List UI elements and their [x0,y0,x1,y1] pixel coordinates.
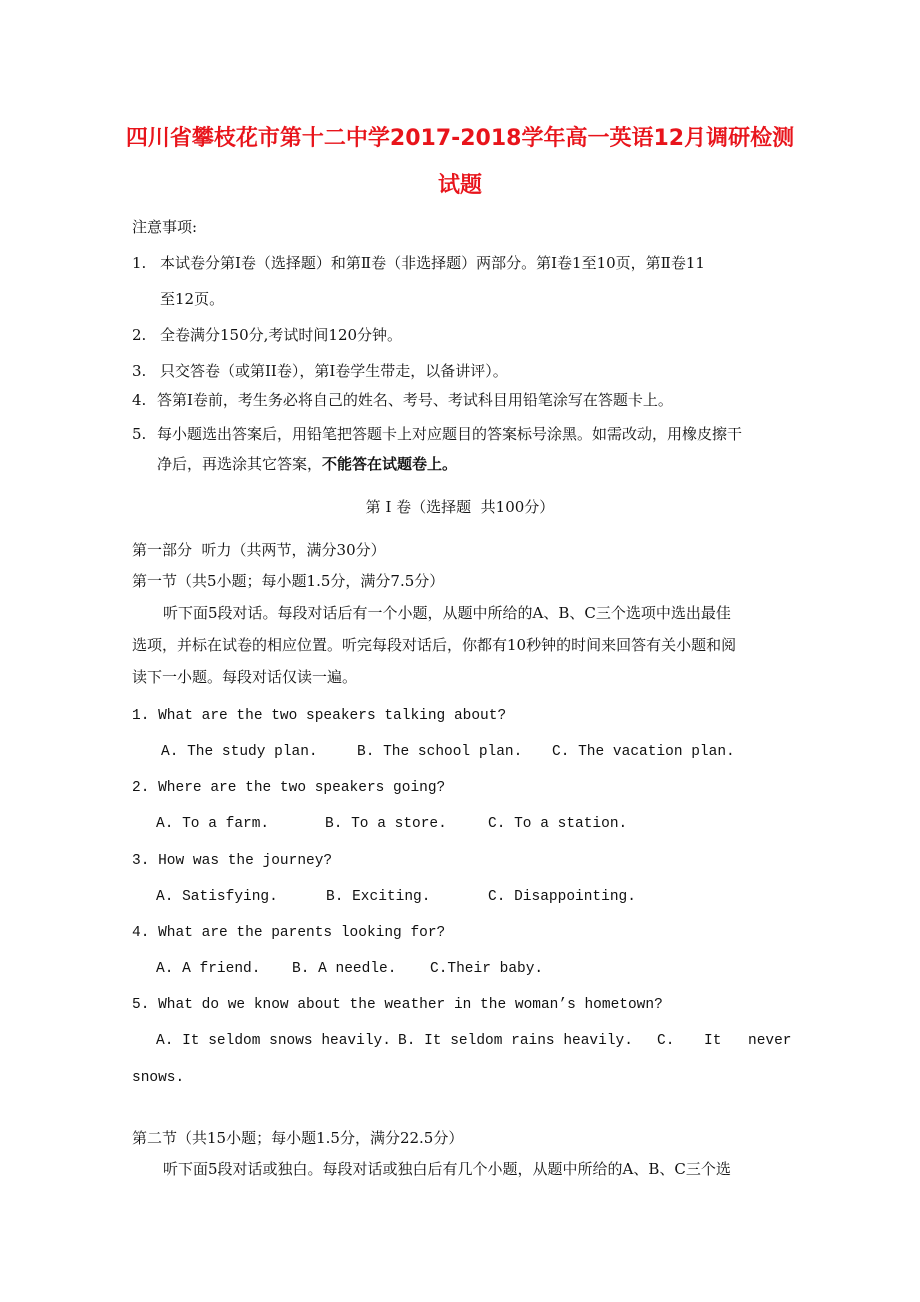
option-c: C. Disappointing. [488,889,636,905]
notice-num: 1. [132,254,147,272]
question: 2. Where are the two speakers going? [132,780,446,796]
option-c: C. To a station. [488,816,628,832]
notice-num: 2. [132,326,147,344]
option-b: B. The school plan. [357,744,523,760]
document-title-line2: 试题 [437,173,482,198]
notice-heading: 注意事项: [132,218,198,236]
notice-bold-warning: 不能答在试题卷上。 [322,455,458,473]
instructions: 选项，并标在试卷的相应位置。听完每段对话后，你都有10秒钟的时间来回答有关小题和阅 [132,636,737,654]
option-c: C. The vacation plan. [552,744,735,760]
notice-num: 5. [132,425,147,443]
section-heading: 第二节（共15小题；每小题1.5分，满分22.5分） [132,1129,464,1147]
option-a: A. It seldom snows heavily. [156,1033,391,1049]
option-c-text: snows. [132,1070,185,1086]
notice-item: 每小题选出答案后，用铅笔把答题卡上对应题目的答案标号涂黑。如需改动，用橡皮擦干 [157,425,743,443]
question: 4. What are the parents looking for? [132,925,446,941]
document-title: 四川省攀枝花市第十二中学2017-2018学年高一英语12月调研检测 [125,126,795,151]
part-heading: 第一部分 听力（共两节，满分30分） [132,541,386,559]
notice-num: 4. [132,391,147,409]
option-a: A. The study plan. [161,744,318,760]
notice-item: 本试卷分第Ⅰ卷（选择题）和第Ⅱ卷（非选择题）两部分。第Ⅰ卷1至10页，第Ⅱ卷11 [160,254,705,272]
instructions: 听下面5段对话。每段对话后有一个小题，从题中所给的A、B、C三个选项中选出最佳 [163,604,731,622]
section-heading: 第一节（共5小题；每小题1.5分，满分7.5分） [132,572,445,590]
option-a: A. Satisfying. [156,889,278,905]
notice-item: 至12页。 [160,290,225,308]
notice-text: 净后，再选涂其它答案， [157,455,323,473]
notice-num: 3. [132,362,147,380]
option-c-label: C. [657,1033,675,1049]
instructions: 读下一小题。每段对话仅读一遍。 [132,668,358,686]
option-c-text: never [748,1033,792,1049]
option-b: B. To a store. [325,816,447,832]
option-c-text: It [704,1033,722,1049]
volume-heading: 第 Ⅰ 卷（选择题 共100分） [365,498,555,516]
option-c: C.Their baby. [430,961,544,977]
option-b: B. A needle. [292,961,397,977]
notice-item: 答第Ⅰ卷前，考生务必将自己的姓名、考号、考试科目用铅笔涂写在答题卡上。 [157,391,673,409]
question: 3. How was the journey? [132,853,333,869]
option-b: B. It seldom rains heavily. [398,1033,633,1049]
question: 1. What are the two speakers talking about? [132,708,507,724]
option-b: B. Exciting. [326,889,431,905]
option-a: A. To a farm. [156,816,270,832]
instructions: 听下面5段对话或独白。每段对话或独白后有几个小题，从题中所给的A、B、C三个选 [163,1160,731,1178]
notice-item: 全卷满分150分,考试时间120分钟。 [160,326,403,344]
notice-item: 只交答卷（或第II卷），第Ⅰ卷学生带走，以备讲评）。 [160,362,508,380]
option-a: A. A friend. [156,961,261,977]
notice-item [157,454,457,474]
question: 5. What do we know about the weather in the woman’s hometown? [132,997,663,1013]
